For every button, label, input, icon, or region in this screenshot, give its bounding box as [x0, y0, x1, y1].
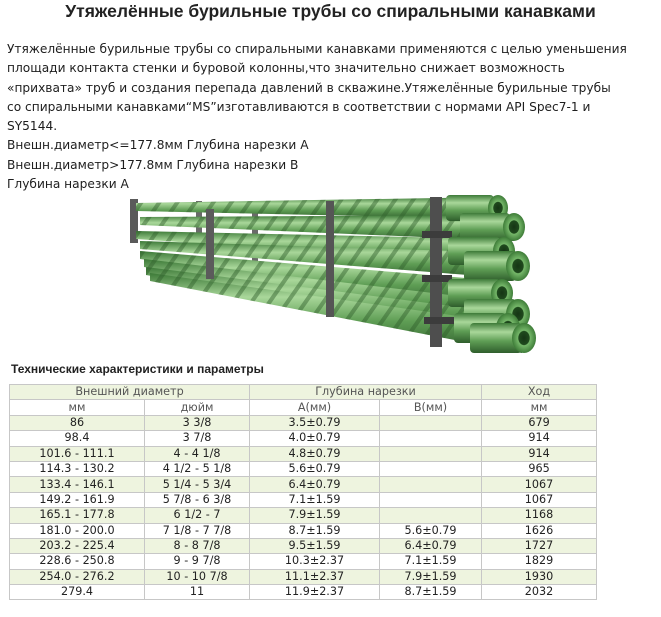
- cell-inch: 4 1/2 - 5 1/8: [145, 461, 250, 476]
- cell-depth-b: [380, 415, 482, 430]
- cell-depth-a: 6.4±0.79: [250, 477, 380, 492]
- cell-depth-b: 7.1±1.59: [380, 554, 482, 569]
- cell-mm: 86: [10, 415, 145, 430]
- cell-depth-a: 3.5±0.79: [250, 415, 380, 430]
- depth-a-subheader: A(мм): [250, 400, 380, 415]
- intro-line: площади контакта стенки и буровой колонны,что значительно снижает возможность: [7, 61, 565, 76]
- cell-depth-b: [380, 492, 482, 507]
- cell-travel: 914: [482, 431, 597, 446]
- cell-travel: 1829: [482, 554, 597, 569]
- depth-b-subheader: B(мм): [380, 400, 482, 415]
- table-row: [10, 461, 597, 476]
- cell-depth-a: 7.9±1.59: [250, 508, 380, 523]
- cell-depth-b: [380, 446, 482, 461]
- table-row: [10, 492, 597, 507]
- cell-depth-a: 11.9±2.37: [250, 585, 380, 600]
- cell-mm: 181.0 - 200.0: [10, 523, 145, 538]
- cell-mm: 133.4 - 146.1: [10, 477, 145, 492]
- cell-depth-a: 4.8±0.79: [250, 446, 380, 461]
- table-row: [10, 523, 597, 538]
- cell-mm: 149.2 - 161.9: [10, 492, 145, 507]
- cell-depth-a: 10.3±2.37: [250, 554, 380, 569]
- cell-depth-a: 4.0±0.79: [250, 431, 380, 446]
- cell-inch: 5 7/8 - 6 3/8: [145, 492, 250, 507]
- cell-mm: 228.6 - 250.8: [10, 554, 145, 569]
- cell-depth-b: 5.6±0.79: [380, 523, 482, 538]
- cell-depth-b: [380, 508, 482, 523]
- drill-collars-illustration: [126, 195, 546, 355]
- table-row: [10, 554, 597, 569]
- cell-travel: 679: [482, 415, 597, 430]
- intro-line: Внешн.диаметр<=177.8мм Глубина нарезки A: [7, 138, 309, 153]
- cell-depth-b: 7.9±1.59: [380, 569, 482, 584]
- cell-depth-b: [380, 431, 482, 446]
- table-row: [10, 477, 597, 492]
- travel-header: Ход: [482, 385, 597, 400]
- cell-depth-a: 9.5±1.59: [250, 538, 380, 553]
- cell-travel: 1067: [482, 492, 597, 507]
- table-row: [10, 431, 597, 446]
- cell-depth-b: [380, 477, 482, 492]
- cell-depth-a: 5.6±0.79: [250, 461, 380, 476]
- cell-travel: 1168: [482, 508, 597, 523]
- intro-line: SY5144.: [7, 119, 58, 134]
- intro-line: Глубина нарезки A: [7, 177, 129, 192]
- cell-inch: 9 - 9 7/8: [145, 554, 250, 569]
- cell-mm: 254.0 - 276.2: [10, 569, 145, 584]
- table-row: [10, 415, 597, 430]
- cell-travel: 1067: [482, 477, 597, 492]
- cell-depth-b: [380, 461, 482, 476]
- cell-inch: 6 1/2 - 7: [145, 508, 250, 523]
- groove-depth-header: Глубина нарезки: [250, 385, 482, 400]
- cell-inch: 10 - 10 7/8: [145, 569, 250, 584]
- intro-paragraph: [7, 40, 659, 194]
- cell-mm: 203.2 - 225.4: [10, 538, 145, 553]
- cell-inch: 3 3/8: [145, 415, 250, 430]
- cell-inch: 4 - 4 1/8: [145, 446, 250, 461]
- inch-subheader: дюйм: [145, 400, 250, 415]
- cell-mm: 101.6 - 111.1: [10, 446, 145, 461]
- cell-inch: 3 7/8: [145, 431, 250, 446]
- intro-line: Утяжелённые бурильные трубы со спиральными канавками применяются с целью уменьшения: [7, 42, 627, 56]
- cell-depth-b: 8.7±1.59: [380, 585, 482, 600]
- cell-inch: 5 1/4 - 5 3/4: [145, 477, 250, 492]
- cell-depth-b: 6.4±0.79: [380, 538, 482, 553]
- cell-travel: 914: [482, 446, 597, 461]
- table-row: [10, 446, 597, 461]
- table-header-row: [10, 385, 597, 400]
- table-row: [10, 508, 597, 523]
- cell-depth-a: 11.1±2.37: [250, 569, 380, 584]
- intro-line: «прихвата» труб и создания перепада давлений в скважине.Утяжелённые бурильные трубы: [7, 80, 611, 95]
- cell-mm: 98.4: [10, 431, 145, 446]
- cell-inch: 11: [145, 585, 250, 600]
- spiral-drill-collars-photo: [126, 195, 546, 355]
- mm-subheader: мм: [10, 400, 145, 415]
- cell-travel: 1930: [482, 569, 597, 584]
- cell-mm: 114.3 - 130.2: [10, 461, 145, 476]
- cell-travel: 2032: [482, 585, 597, 600]
- specs-table: [9, 384, 597, 600]
- specs-heading: Технические характеристики и параметры: [11, 362, 264, 376]
- cell-inch: 7 1/8 - 7 7/8: [145, 523, 250, 538]
- cell-mm: 279.4: [10, 585, 145, 600]
- outer-diameter-header: Внешний диаметр: [10, 385, 250, 400]
- table-row: [10, 538, 597, 553]
- table-row: [10, 569, 597, 584]
- cell-mm: 165.1 - 177.8: [10, 508, 145, 523]
- cell-inch: 8 - 8 7/8: [145, 538, 250, 553]
- page-title: Утяжелённые бурильные трубы со спиральными канавками: [65, 1, 596, 21]
- cell-travel: 1626: [482, 523, 597, 538]
- table-row: [10, 585, 597, 600]
- cell-travel: 965: [482, 461, 597, 476]
- cell-travel: 1727: [482, 538, 597, 553]
- travel-mm-subheader: мм: [482, 400, 597, 415]
- cell-depth-a: 7.1±1.59: [250, 492, 380, 507]
- intro-line: Внешн.диаметр>177.8мм Глубина нарезки B: [7, 157, 299, 172]
- intro-line: со спиральными канавками“MS”изготавливаются в соответствии с нормами API Spec7-1 и: [7, 99, 591, 114]
- cell-depth-a: 8.7±1.59: [250, 523, 380, 538]
- table-subheader-row: [10, 400, 597, 415]
